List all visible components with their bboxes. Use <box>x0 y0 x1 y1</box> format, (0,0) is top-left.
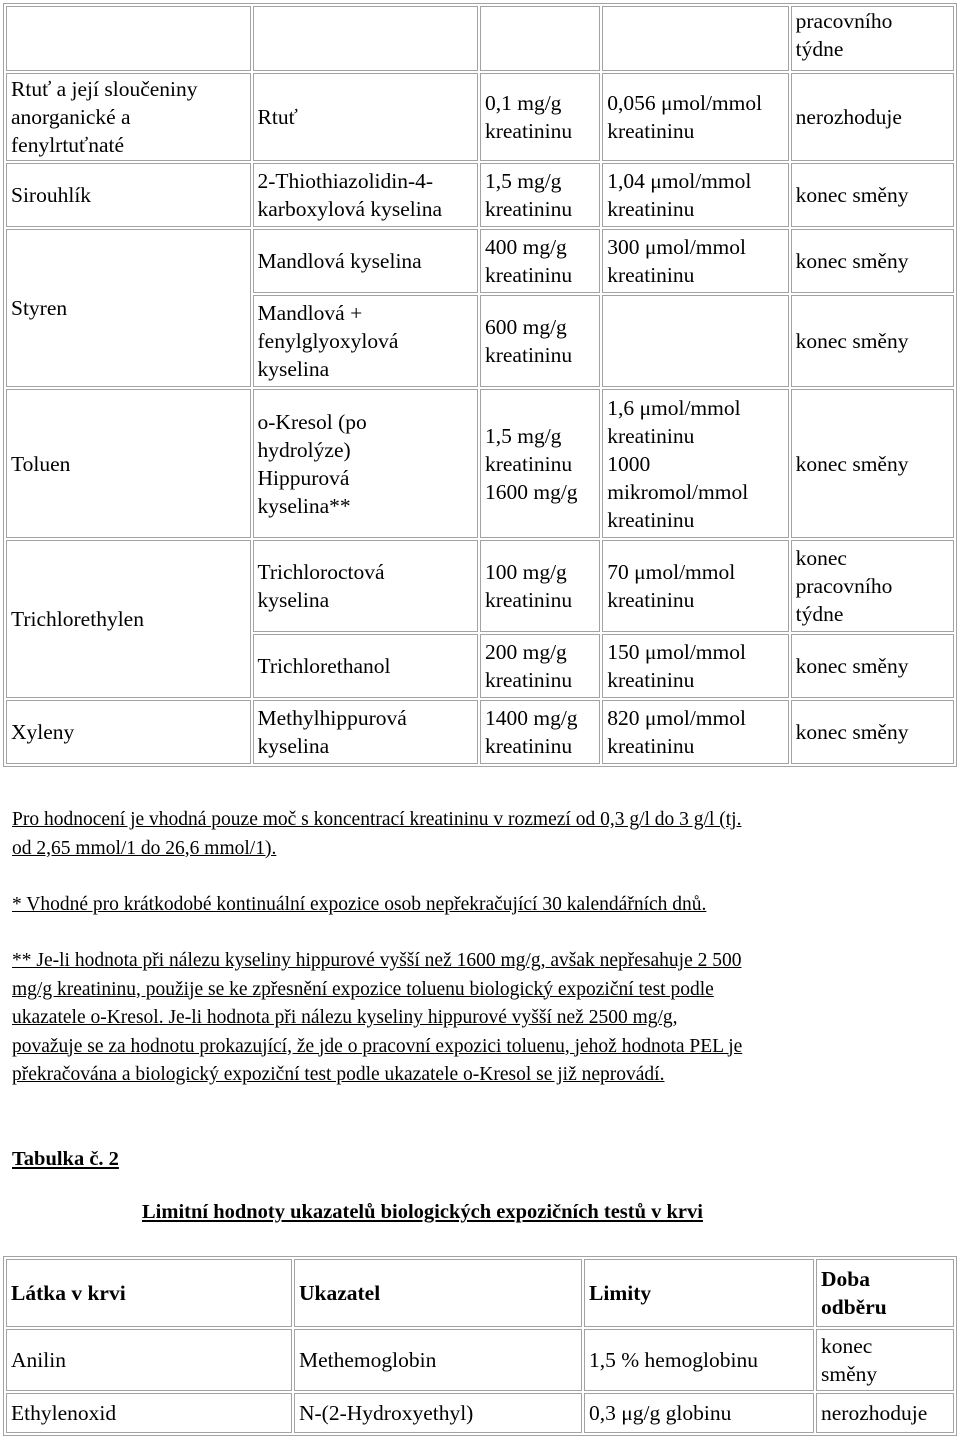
cell-substance: Sirouhlík <box>6 163 251 227</box>
cell-sampling-time: konec směny <box>791 634 954 698</box>
header-substance: Látka v krvi <box>6 1259 292 1327</box>
cell-limit-umol: 820 μmol/mmol kreatininu <box>602 700 788 764</box>
cell-limit-mg: 1,5 mg/g kreatininu <box>480 163 600 227</box>
cell-indicator: Methylhippurová kyselina <box>253 700 478 764</box>
cell-limit-mg: 400 mg/g kreatininu <box>480 229 600 293</box>
cell-substance: Xyleny <box>6 700 251 764</box>
cell-sampling-time: konec směny <box>816 1329 954 1391</box>
cell-limit-mg: 1400 mg/g kreatininu <box>480 700 600 764</box>
cell-indicator: Mandlová kyselina <box>253 229 478 293</box>
cell-limit-mg: 600 mg/g kreatininu <box>480 295 600 387</box>
cell-indicator: Methemoglobin <box>294 1329 582 1391</box>
cell-substance: Ethylenoxid <box>6 1393 292 1433</box>
cell-sampling-time: nerozhoduje <box>791 73 954 161</box>
cell-sampling-time: nerozhoduje <box>816 1393 954 1433</box>
cell-limit-umol: 0,056 μmol/mmol kreatininu <box>602 73 788 161</box>
cell-substance: Trichlorethylen <box>6 540 251 698</box>
cell-sampling-time: konec pracovního týdne <box>791 540 954 632</box>
cell-indicator: N-(2-Hydroxyethyl) <box>294 1393 582 1433</box>
table-row <box>6 1393 954 1433</box>
cell-sampling-time: konec směny <box>791 700 954 764</box>
cell-indicator <box>253 6 478 71</box>
cell-substance: Rtuť a její sloučeniny anorganické a fenylrtuťnaté <box>6 73 251 161</box>
cell-limit-mg <box>480 6 600 71</box>
limits-urine-table <box>3 3 957 767</box>
table-header-row <box>6 1259 954 1327</box>
cell-limit-umol: 150 μmol/mmol kreatininu <box>602 634 788 698</box>
cell-substance: Anilin <box>6 1329 292 1391</box>
cell-limit-mg: 200 mg/g kreatininu <box>480 634 600 698</box>
table-row <box>6 6 954 71</box>
table-row <box>6 389 954 538</box>
header-sampling-time: Doba odběru <box>816 1259 954 1327</box>
note-hippuric-acid: ** Je-li hodnota při nálezu kyseliny hippurové vyšší než 1600 mg/g, avšak nepřesahuje 2 500 mg/g kreatininu, použije se ke zpřesnění expozice toluenu biologický expoziční test podle ukazatele o-Kresol. Je-li hodnota při nálezu kyseliny hippurové vyšší než 2500 mg/g, považuje se za hodnotu prokazující, že jde o pracovní expozici toluenu, jehož hodnota PEL je překračována a biologický expoziční test podle ukazatele o-Kresol se již neprovádí. <box>12 950 743 1085</box>
cell-indicator: 2-Thiothiazolidin-4- karboxylová kyselina <box>253 163 478 227</box>
table-row <box>6 1329 954 1391</box>
cell-limits: 0,3 μg/g globinu <box>584 1393 814 1433</box>
cell-sampling-time: pracovního týdne <box>791 6 954 71</box>
table-row <box>6 163 954 227</box>
table-row <box>6 540 954 632</box>
table-number: Tabulka č. 2 <box>12 1148 119 1170</box>
note-creatinine: Pro hodnocení je vhodná pouze moč s koncentrací kreatininu v rozmezí od 0,3 g/l do 3 g/l (tj. od 2,65 mmol/1 do 26,6 mmol/1). <box>12 809 742 859</box>
header-limits: Limity <box>584 1259 814 1327</box>
table-row <box>6 73 954 161</box>
table-title: Limitní hodnoty ukazatelů biologických expozičních testů v krvi <box>142 1201 703 1223</box>
cell-indicator: Mandlová + fenylglyoxylová kyselina <box>253 295 478 387</box>
cell-limit-umol: 300 μmol/mmol kreatininu <box>602 229 788 293</box>
cell-limit-umol: 70 μmol/mmol kreatininu <box>602 540 788 632</box>
table-row <box>6 700 954 764</box>
cell-sampling-time: konec směny <box>791 229 954 293</box>
cell-limit-umol: 1,04 μmol/mmol kreatininu <box>602 163 788 227</box>
cell-limits: 1,5 % hemoglobinu <box>584 1329 814 1391</box>
cell-substance: Styren <box>6 229 251 387</box>
cell-limit-mg: 100 mg/g kreatininu <box>480 540 600 632</box>
cell-sampling-time: konec směny <box>791 163 954 227</box>
limits-blood-table <box>3 1256 957 1436</box>
cell-limit-umol <box>602 295 788 387</box>
cell-sampling-time: konec směny <box>791 295 954 387</box>
cell-limit-umol <box>602 6 788 71</box>
cell-substance <box>6 6 251 71</box>
cell-limit-umol: 1,6 μmol/mmol kreatininu 1000 mikromol/mmol kreatininu <box>602 389 788 538</box>
header-indicator: Ukazatel <box>294 1259 582 1327</box>
cell-indicator: Trichloroctová kyselina <box>253 540 478 632</box>
cell-sampling-time: konec směny <box>791 389 954 538</box>
cell-limit-mg: 0,1 mg/g kreatininu <box>480 73 600 161</box>
table-row <box>6 229 954 293</box>
cell-limit-mg: 1,5 mg/g kreatininu 1600 mg/g <box>480 389 600 538</box>
cell-indicator: o-Kresol (po hydrolýze) Hippurová kyselina** <box>253 389 478 538</box>
cell-substance: Toluen <box>6 389 251 538</box>
note-short-exposure: * Vhodné pro krátkodobé kontinuální expozice osob nepřekračující 30 kalendářních dnů. <box>12 894 707 915</box>
cell-indicator: Trichlorethanol <box>253 634 478 698</box>
cell-indicator: Rtuť <box>253 73 478 161</box>
